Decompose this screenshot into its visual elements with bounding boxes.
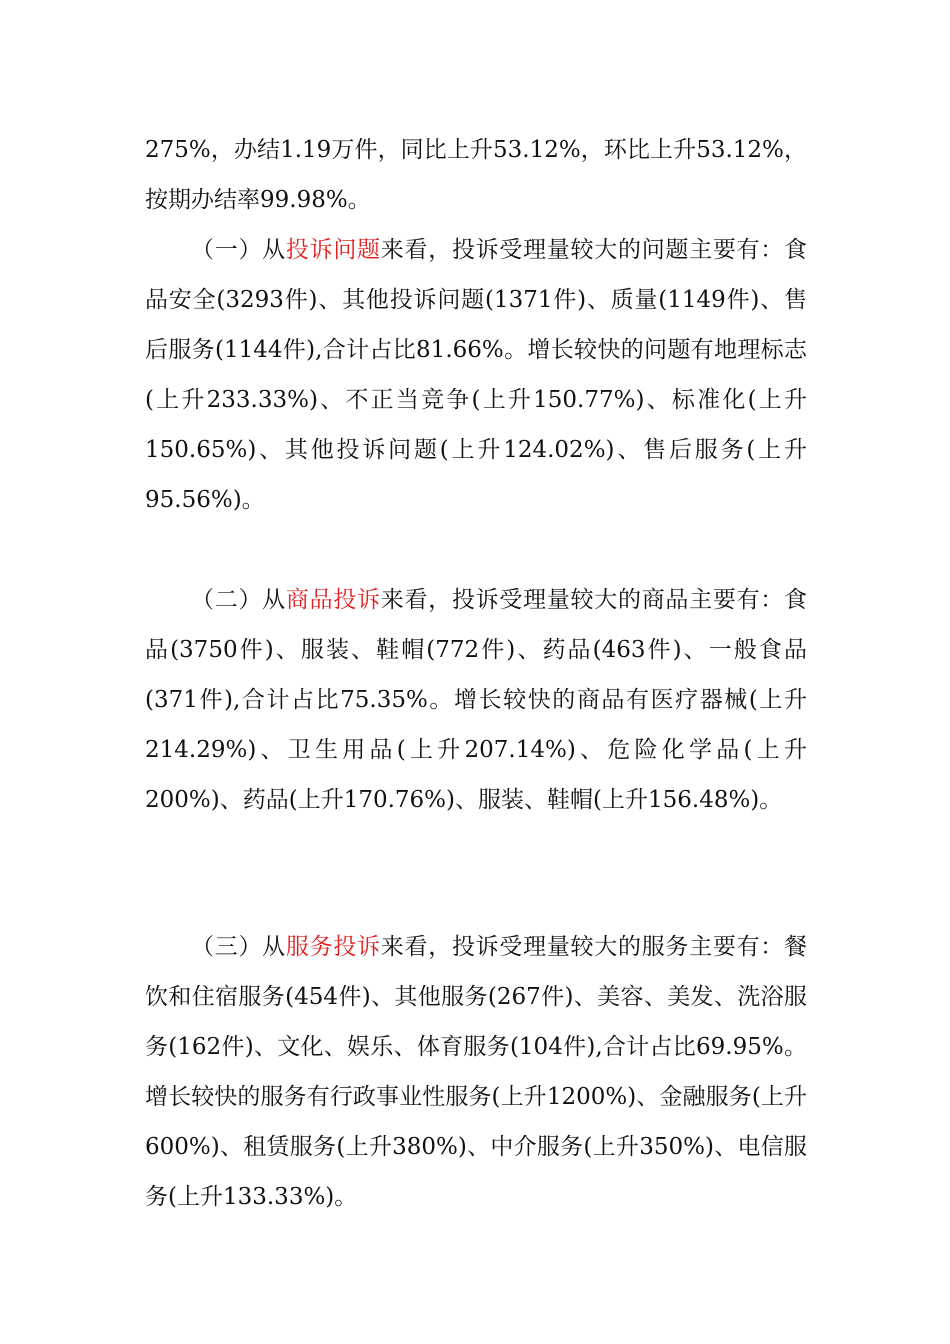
section-1-highlight: 投诉问题: [285, 237, 381, 263]
intro-paragraph: [145, 125, 807, 225]
section-1-suffix: 来看，投诉受理量较大的问题主要有：: [380, 237, 785, 263]
section-2-paragraph: [145, 575, 807, 825]
section-2-prefix: （二）从: [191, 587, 286, 613]
intro-text: 275%，办结1.19万件，同比上升53.12%，环比上升53.12%，按期办结率99.98%。: [145, 137, 807, 213]
section-2-highlight: 商品投诉: [285, 587, 381, 613]
section-2-suffix: 来看，投诉受理量较大的商品主要有：: [380, 587, 785, 613]
section-3-prefix: （三）从: [191, 934, 286, 960]
section-1-prefix: （一）从: [191, 237, 286, 263]
section-1-paragraph: [145, 225, 807, 525]
section-2-body: 食品(3750件)、服装、鞋帽(772件)、药品(463件)、一般食品(371件),合计占比75.35%。增长较快的商品有医疗器械(上升214.29%)、卫生用品(上升207.14%)、危险化学品(上升200%)、药品(上升170.76%)、服装、鞋帽(上升156.48%)。: [145, 587, 808, 813]
section-3-highlight: 服务投诉: [285, 934, 381, 960]
section-3-suffix: 来看，投诉受理量较大的服务主要有：: [380, 934, 785, 960]
section-3-paragraph: [145, 922, 807, 1222]
section-1-body: 食品安全(3293件)、其他投诉问题(1371件)、质量(1149件)、售后服务(1144件),合计占比81.66%。增长较快的问题有地理标志(上升233.33%)、不正当竞争(上升150.77%)、标准化(上升150.65%)、其他投诉问题(上升124.02%)、售后服务(上升95.56%)。: [145, 237, 808, 513]
section-3-body: 餐饮和住宿服务(454件)、其他服务(267件)、美容、美发、洗浴服务(162件)、文化、娱乐、体育服务(104件),合计占比69.95%。增长较快的服务有行政事业性服务(上升1200%)、金融服务(上升600%)、租赁服务(上升380%)、中介服务(上升350%)、电信服务(上升133.33%)。: [145, 934, 808, 1210]
